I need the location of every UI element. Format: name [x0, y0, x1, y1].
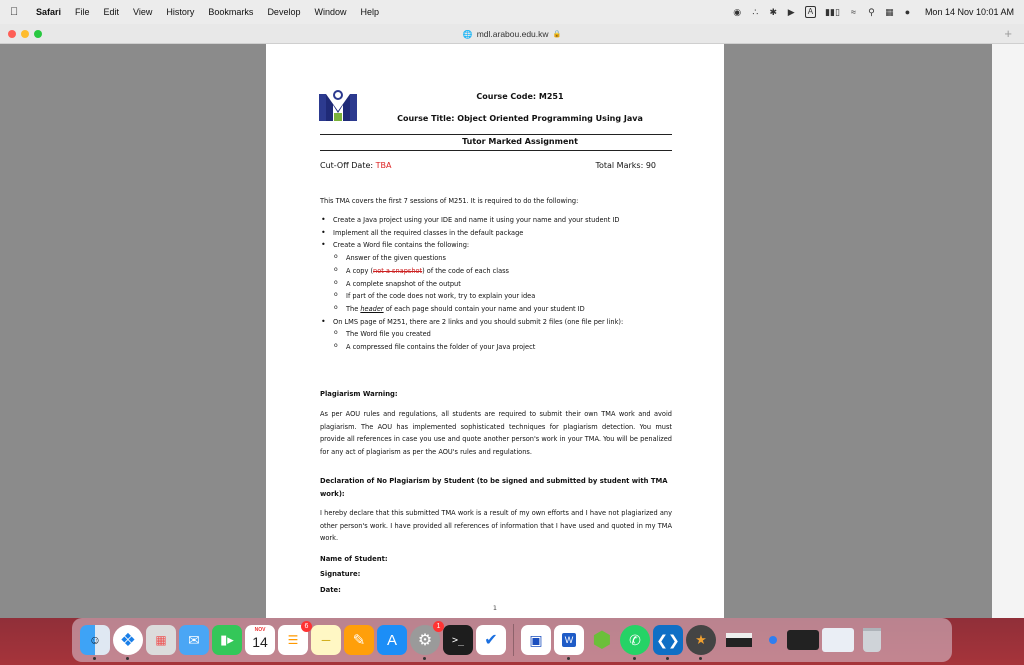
cutoff-value: TBA — [375, 161, 392, 170]
reminders-icon[interactable]: ☰ 6 — [278, 625, 308, 655]
divider — [320, 134, 672, 135]
browser-toolbar — [0, 24, 1024, 44]
siri-icon[interactable]: ● — [904, 7, 911, 17]
menu-app-name[interactable]: Safari — [36, 7, 62, 17]
text-segment: A copy ( — [346, 266, 374, 275]
plagiarism-heading: Plagiarism Warning: — [320, 390, 398, 398]
list-item: • On LMS page of M251, there are 2 links and you should submit 2 files (one file per link): — [320, 316, 672, 329]
menu-edit[interactable]: Edit — [103, 7, 120, 17]
cutoff-label: Cut-Off Date: — [320, 161, 376, 170]
menu-file[interactable]: File — [75, 7, 90, 17]
total-marks: Total Marks: 90 — [595, 161, 656, 170]
input-source-icon[interactable]: A — [805, 6, 816, 18]
list-item — [320, 303, 672, 316]
assignment-title: Tutor Marked Assignment — [462, 137, 578, 146]
strikethrough-text: not a snapshot — [373, 266, 423, 275]
side-panel — [992, 44, 1024, 618]
address-text[interactable]: mdl.arabou.edu.kw — [476, 29, 549, 39]
pdf-viewer[interactable] — [0, 44, 992, 618]
signature-label: Signature: — [320, 570, 361, 578]
dock — [72, 618, 952, 662]
control-center-icon[interactable]: ▦ — [885, 6, 894, 17]
text-segment: The — [346, 304, 361, 313]
date-label: Date: — [320, 586, 341, 594]
blue-dot-icon[interactable] — [762, 625, 784, 655]
menu-help[interactable]: Help — [360, 7, 379, 17]
declaration-heading: Declaration of No Plagiarism by Student (to be signed and submitted by student with TMA work): — [320, 477, 668, 498]
emphasis-text: header — [360, 304, 384, 313]
launchpad-icon[interactable]: ▦ — [146, 625, 176, 655]
cube-app-icon[interactable]: ⬢ — [592, 627, 612, 652]
search-icon[interactable]: ⚲ — [868, 6, 875, 17]
list-item: o The Word file you created — [320, 328, 672, 341]
wifi-icon[interactable]: ≈ — [850, 7, 856, 17]
document-thumbnail-icon[interactable] — [822, 628, 854, 652]
list-item: o A complete snapshot of the output — [320, 278, 672, 291]
list-item: o Answer of the given questions — [320, 252, 672, 265]
system-preferences-icon[interactable]: ⚙ 1 — [410, 625, 440, 655]
notes-icon[interactable]: ─ — [311, 625, 341, 655]
text-segment: ) of the code of each class — [422, 266, 509, 275]
cutoff-date — [320, 161, 391, 170]
menu-bar — [0, 0, 1024, 24]
list-item: • Create a Java project using your IDE and name it using your name and your student ID — [320, 214, 672, 227]
play-icon[interactable]: ▶ — [787, 6, 795, 17]
course-title: Course Title: Object Oriented Programming Using Java — [397, 114, 643, 123]
finder-icon[interactable]: ☺ — [80, 625, 110, 655]
text-segment: of each page should contain your name and your student ID — [383, 304, 585, 313]
menu-bookmarks[interactable]: Bookmarks — [208, 7, 254, 17]
address-bar[interactable] — [0, 24, 1024, 44]
app-store-icon[interactable]: A — [377, 625, 407, 655]
reminders-badge: 6 — [301, 621, 312, 632]
calendar-icon[interactable] — [245, 625, 275, 655]
intro-text: This TMA covers the first 7 sessions of M251. It is required to do the following: — [320, 197, 579, 205]
calendar-month: NOV — [254, 627, 266, 633]
list-item — [320, 265, 672, 278]
page-number: 1 — [492, 604, 498, 612]
vscode-icon[interactable]: ❮❯ — [653, 625, 683, 655]
settings-badge: 1 — [433, 621, 444, 632]
screen-app-icon[interactable]: ▣ — [521, 625, 551, 655]
bluetooth-icon[interactable]: ✱ — [769, 6, 777, 17]
pdf-page — [266, 44, 724, 618]
lock-icon: 🔒 — [552, 31, 562, 38]
battery-icon[interactable]: ▮▮▯ — [825, 6, 840, 17]
list-item: o A compressed file contains the folder of your Java project — [320, 341, 672, 354]
word-icon[interactable]: W — [554, 625, 584, 655]
menu-view[interactable]: View — [133, 7, 153, 17]
new-tab-button[interactable]: + — [1004, 26, 1012, 41]
pages-icon[interactable]: ✎ — [344, 625, 374, 655]
creative-cloud-icon[interactable]: ◉ — [733, 6, 742, 17]
printer-icon[interactable] — [719, 625, 759, 655]
divider — [320, 150, 672, 151]
menu-window[interactable]: Window — [314, 7, 347, 17]
screenshot-thumbnail-icon[interactable] — [787, 630, 819, 650]
list-item: o If part of the code does not work, try to explain your idea — [320, 290, 672, 303]
globe-icon: 🌐 — [462, 29, 473, 39]
dock-separator — [513, 624, 514, 656]
course-code: Course Code: M251 — [476, 92, 564, 101]
dots-icon[interactable]: ∴ — [752, 6, 759, 17]
safari-icon[interactable]: ❖ — [113, 625, 143, 655]
trash-icon[interactable] — [857, 625, 887, 655]
calendar-day: 14 — [252, 634, 268, 650]
terminal-icon[interactable]: >_ — [443, 625, 473, 655]
apple-menu-icon[interactable] — [10, 6, 24, 18]
list-item: • Implement all the required classes in the default package — [320, 227, 672, 240]
student-name-label: Name of Student: — [320, 555, 388, 563]
tasks-icon[interactable]: ✔ — [476, 625, 506, 655]
requirements-list — [320, 214, 672, 354]
menu-history[interactable]: History — [166, 7, 195, 17]
git-app-icon[interactable]: ★ — [686, 625, 716, 655]
declaration-text: I hereby declare that this submitted TMA work is a result of my own efforts and I have not plagiarized any other person's work. I have provided all references of information that I have used and quoted in my TMA work. — [320, 509, 672, 543]
safari-window — [0, 24, 1012, 618]
whatsapp-icon[interactable]: ✆ — [620, 625, 650, 655]
mail-icon[interactable]: ✉ — [179, 625, 209, 655]
menu-develop[interactable]: Develop — [267, 7, 301, 17]
menu-clock[interactable]: Mon 14 Nov 10:01 AM — [924, 7, 1014, 17]
plagiarism-text: As per AOU rules and regulations, all students are required to submit their own TMA work and avoid plagiarism. The AOU has implemented sophisticated techniques for plagiarism detection. You must provide all references in case you use and quote another person's work in your TMA. You will be penalized for any act of plagiarism as per the AOU's rules and regulations. — [320, 410, 672, 456]
facetime-icon[interactable]: ▮▸ — [212, 625, 242, 655]
list-item: • Create a Word file contains the following: — [320, 239, 672, 252]
